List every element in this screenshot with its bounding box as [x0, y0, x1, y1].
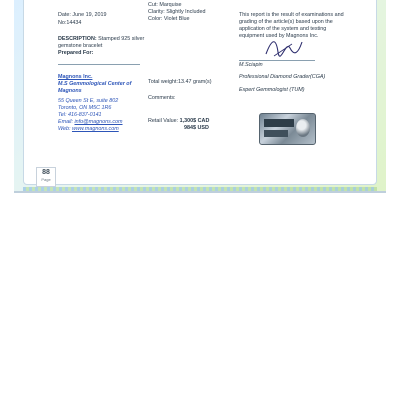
email-label: Email: — [58, 119, 73, 125]
signature-scribble — [262, 34, 304, 60]
decorative-border — [23, 187, 377, 191]
signature-line — [239, 60, 315, 61]
telephone: Tel: 416-837-0141 — [58, 112, 102, 118]
page-number: 88 — [42, 169, 50, 176]
total-weight: Total weight:13.47 gram(s) — [148, 79, 212, 85]
certificate — [14, 0, 386, 193]
notice-line-1: This report is the result of examinations and — [239, 12, 344, 18]
address-line-2: Toronto, ON M5C 1R6 — [58, 105, 112, 111]
notice-line-4: equipment used by Magnons Inc. — [239, 33, 319, 39]
description-label: DESCRIPTION: — [58, 36, 97, 42]
company-name: Magnons Inc. — [58, 74, 93, 80]
hologram-seal — [259, 113, 316, 145]
signer-name: M.Sciapin — [239, 62, 263, 68]
retail-usd: 984$ USD — [184, 125, 209, 131]
address-line-1: 55 Queen St E, suite 802 — [58, 98, 119, 104]
description-value: Stamped 925 silver — [98, 36, 145, 42]
color-value: Color: Violet Blue — [148, 16, 190, 22]
prepared-for-label: Prepared For: — [58, 50, 94, 56]
signer-title-2: Expert Gemmologist (TUM) — [239, 87, 305, 93]
page-number-badge — [36, 167, 56, 187]
report-number: No:14434 — [58, 20, 82, 26]
description-value-cont: gemstone bracelet — [58, 43, 103, 49]
report-date: Date: June 19, 2019 — [58, 12, 107, 18]
retail-cad: 1,300$ CAD — [179, 118, 210, 124]
page-label: Page — [41, 177, 51, 182]
cut-value: Cut: Marquise — [148, 2, 182, 8]
center-name-cont: Magnons — [58, 88, 82, 94]
retail-label: Retail Value: — [148, 118, 179, 124]
email-link[interactable]: info@magnons.com — [74, 119, 123, 125]
web-label: Web: — [58, 126, 71, 132]
divider — [58, 64, 140, 65]
comments-label: Comments: — [148, 95, 176, 101]
signer-title-1: Professional Diamond Grader(CGA) — [239, 74, 326, 80]
web-link[interactable]: www.magnons.com — [71, 126, 119, 132]
clarity-value: Clarity: Slightly Included — [148, 9, 206, 15]
center-name: M.S Gemmological Center of — [58, 81, 132, 87]
notice-line-3: application of the system and testing — [239, 26, 327, 32]
notice-line-2: grading of the article(s) based upon the — [239, 19, 333, 25]
web-row — [58, 126, 119, 133]
